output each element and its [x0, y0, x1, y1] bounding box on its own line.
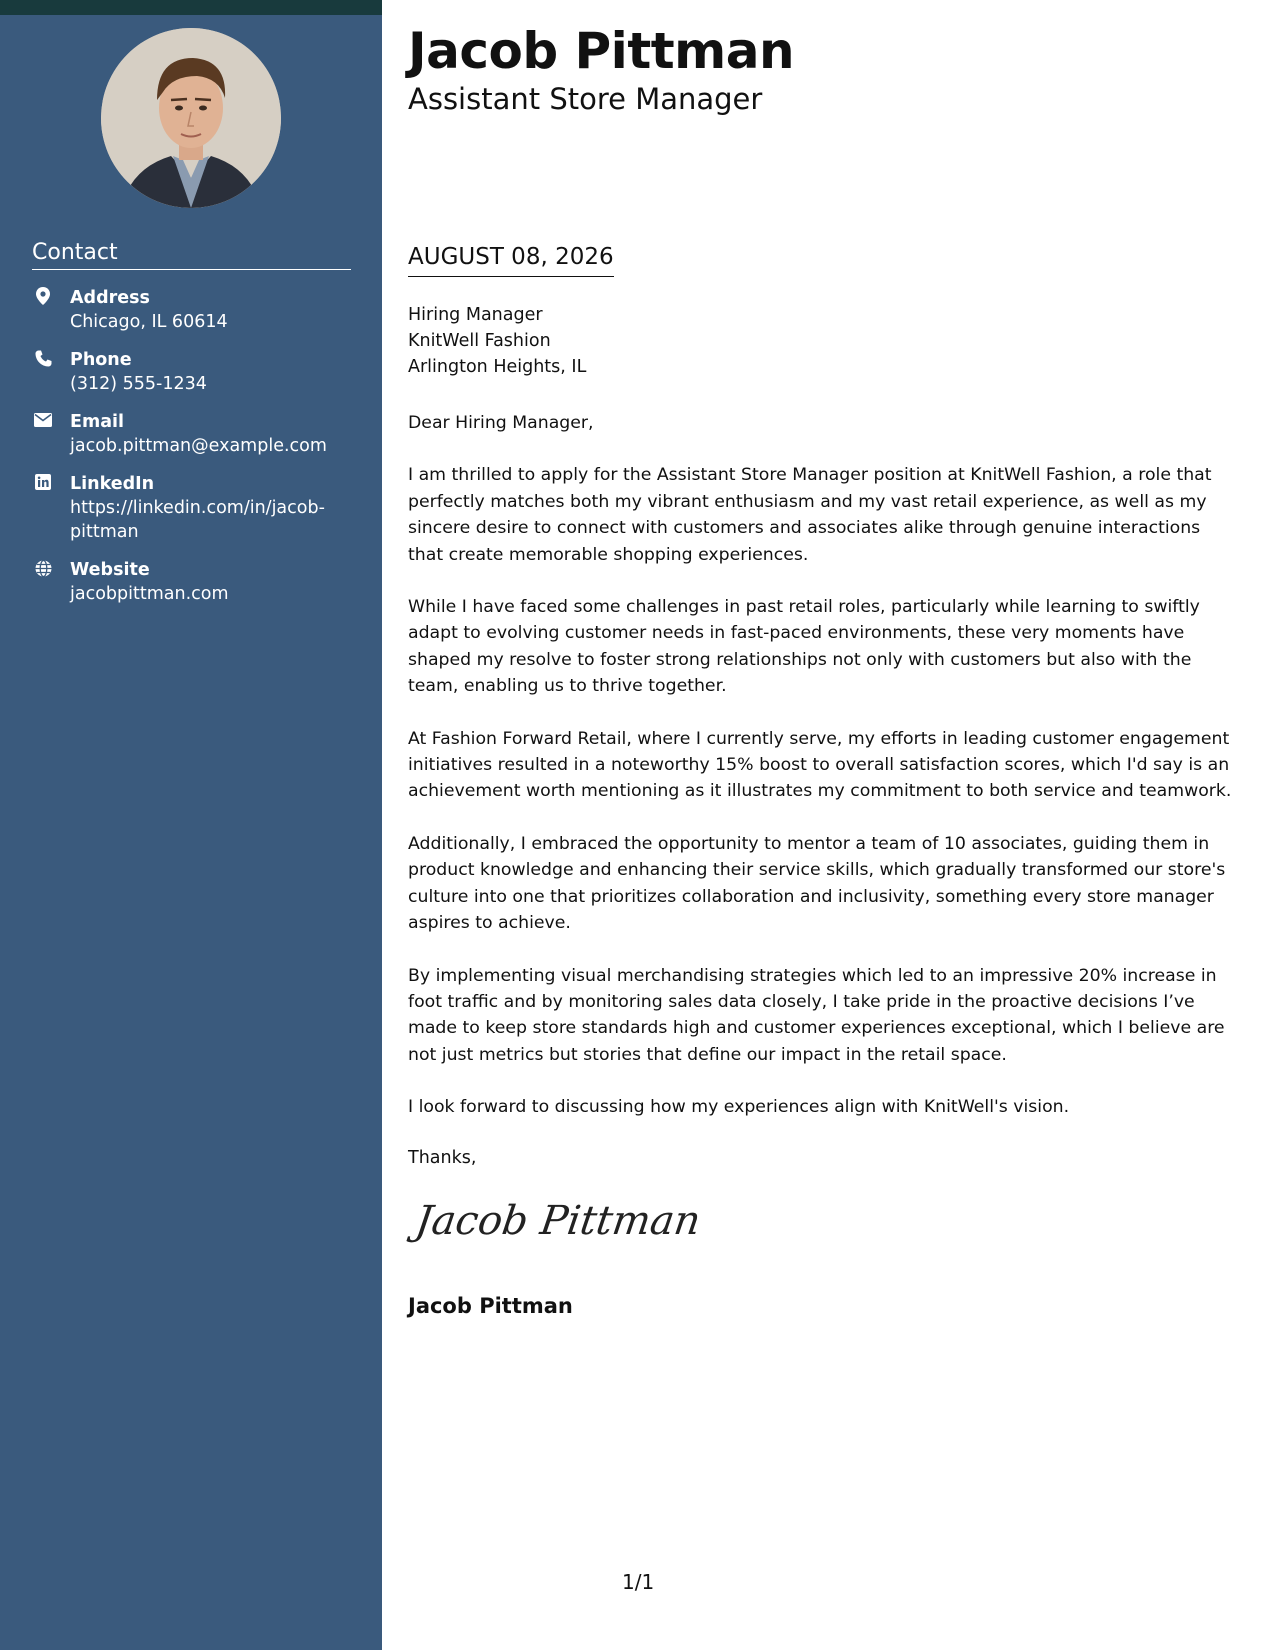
recipient-line: KnitWell Fashion	[408, 331, 551, 351]
signer-name: Jacob Pittman	[408, 1294, 573, 1318]
applicant-name: Jacob Pittman	[408, 22, 795, 80]
contact-label: Email	[70, 412, 124, 432]
contact-item-email	[32, 410, 352, 458]
letter-paragraph: I look forward to discussing how my experiences align with KnitWell's vision.	[408, 1097, 1070, 1118]
letter-paragraph: While I have faced some challenges in past retail roles, particularly while learning to swiftly adapt to evolving customer needs in fast-paced environments, these very moments have shaped my resolve to foster strong relationships not only with customers but also with the team, enabling us to thrive together.	[408, 597, 1200, 697]
contact-item-phone	[32, 348, 352, 396]
letter-date: AUGUST 08, 2026	[408, 244, 614, 277]
contact-list	[32, 286, 352, 620]
contact-item-address	[32, 286, 352, 334]
contact-value: (312) 555-1234	[70, 374, 207, 394]
recipient-line: Hiring Manager	[408, 305, 543, 325]
sidebar	[0, 0, 382, 1650]
contact-value[interactable]: https://linkedin.com/in/jacob-pittman	[70, 498, 325, 542]
contact-label: Website	[70, 560, 150, 580]
letter-paragraph: I am thrilled to apply for the Assistant Store Manager position at KnitWell Fashion, a role that perfectly matches both my vibrant enthusiasm and my vast retail experience, as well as my sincere desire to connect with customers and associates alike through genuine interactions that create memorable shopping experiences.	[408, 465, 1212, 565]
profile-photo	[101, 28, 281, 208]
contact-label: Phone	[70, 350, 132, 370]
linkedin-icon	[34, 473, 52, 491]
letter-body	[408, 410, 1238, 1147]
location-pin-icon	[34, 287, 52, 305]
letter-paragraph: At Fashion Forward Retail, where I currently serve, my efforts in leading customer engagement initiatives resulted in a noteworthy 15% boost to overall satisfaction scores, which I'd say is an achievement worth mentioning as it illustrates my commitment to both service and teamwork.	[408, 728, 1232, 802]
contact-item-website	[32, 558, 352, 606]
envelope-icon	[34, 411, 52, 429]
globe-icon	[34, 559, 52, 577]
contact-value: Chicago, IL 60614	[70, 312, 228, 332]
closing: Thanks,	[408, 1148, 477, 1168]
recipient-block	[408, 302, 586, 380]
salutation: Dear Hiring Manager,	[408, 413, 594, 433]
contact-value[interactable]: jacobpittman.com	[70, 584, 229, 604]
job-title: Assistant Store Manager	[408, 82, 763, 116]
contact-label: LinkedIn	[70, 474, 155, 494]
contact-label: Address	[70, 288, 150, 308]
contact-item-linkedin	[32, 472, 352, 544]
letter-paragraph: By implementing visual merchandising strategies which led to an impressive 20% increase in foot traffic and by monitoring sales data closely, I take pride in the proactive decisions I’ve made to keep store standards high and customer experiences exceptional, which I believe are not just metrics but stories that define our impact in the retail space.	[408, 965, 1225, 1065]
page-number: 1/1	[622, 1570, 655, 1594]
handwritten-signature: Jacob Pittman	[412, 1198, 704, 1244]
phone-icon	[34, 349, 52, 367]
letter-paragraph: Additionally, I embraced the opportunity to mentor a team of 10 associates, guiding them in product knowledge and enhancing their service skills, which gradually transformed our store's culture into one that prioritizes collaboration and inclusivity, something every store manager aspires to achieve.	[408, 833, 1226, 934]
sidebar-top-bar	[0, 0, 382, 15]
contact-value[interactable]: jacob.pittman@example.com	[70, 436, 327, 456]
recipient-line: Arlington Heights, IL	[408, 357, 587, 377]
contact-section-title: Contact	[32, 240, 351, 270]
